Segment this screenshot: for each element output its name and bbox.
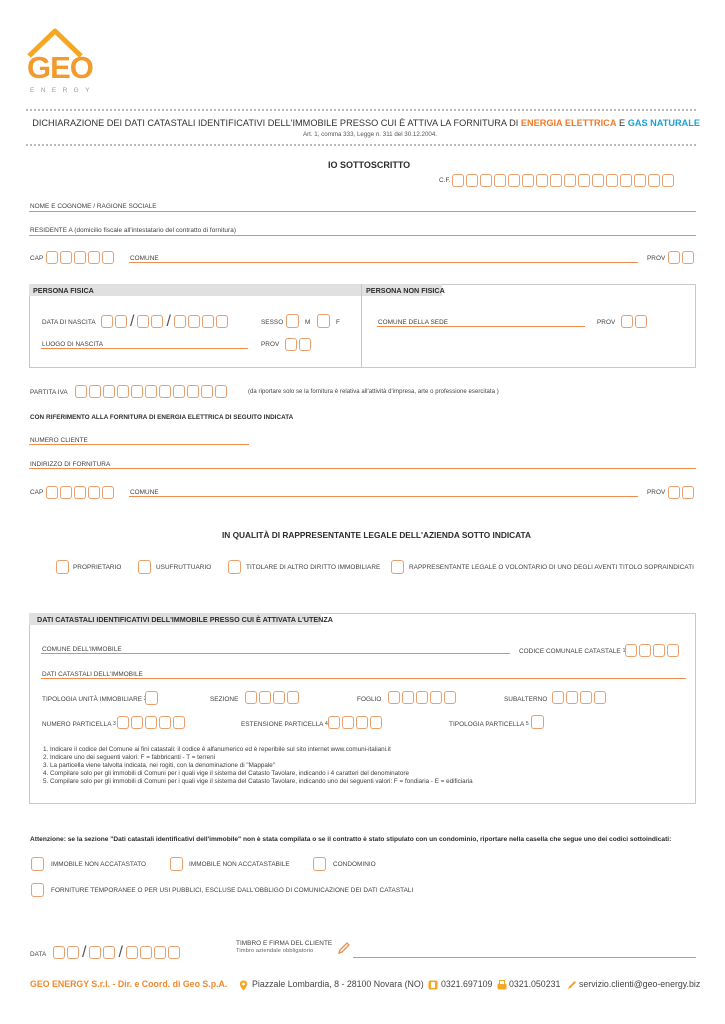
logo-subtext: ENERGY — [30, 87, 96, 94]
char-box[interactable] — [60, 486, 72, 499]
qualita-heading: IN QUALITÀ DI RAPPRESENTANTE LEGALE DELL'AZIENDA SOTTO INDICATA — [222, 530, 531, 540]
fornitura-prov-input[interactable] — [668, 485, 696, 500]
catastali-notes — [43, 746, 473, 786]
indirizzo-label: INDIRIZZO DI FORNITURA — [30, 461, 111, 468]
char-box[interactable] — [653, 644, 665, 657]
char-box[interactable] — [634, 174, 646, 187]
data-nascita-input[interactable] — [101, 314, 230, 329]
char-box[interactable] — [137, 315, 149, 328]
date-separator: / — [118, 943, 123, 961]
char-box[interactable] — [131, 716, 143, 729]
document-title: DICHIARAZIONE DEI DATI CATASTALI IDENTIFICATIVI DELL'IMMOBILE PRESSO CUI È ATTIVA LA FORNITURA DI ENERGIA ELETTRICA E GAS NATURALE — [32, 118, 700, 128]
divider-title — [26, 144, 696, 146]
persona-fisica-heading: PERSONA FISICA — [29, 284, 361, 296]
char-box[interactable] — [682, 251, 694, 264]
data-firma-label: DATA — [30, 951, 47, 958]
non-accatastabile-label: IMMOBILE NON ACCATASTABILE — [189, 861, 290, 868]
char-box[interactable] — [299, 338, 311, 351]
char-box[interactable] — [285, 338, 297, 351]
pnf-prov-input[interactable] — [621, 314, 649, 329]
sesso-m-label: M — [305, 319, 311, 326]
char-box[interactable] — [682, 486, 694, 499]
char-box[interactable] — [89, 946, 101, 959]
char-box[interactable] — [88, 251, 100, 264]
char-box[interactable] — [466, 174, 478, 187]
prov-input[interactable] — [668, 250, 696, 265]
foglio-label: FOGLIO — [357, 696, 382, 703]
footer-company: GEO ENERGY S.r.l. - Dir. e Coord. di Geo S.p.A. — [30, 979, 228, 989]
dati-catastali-label: DATI CATASTALI DELL'IMMOBILE — [42, 671, 143, 678]
char-box[interactable] — [356, 716, 368, 729]
comune-immobile-field[interactable] — [41, 653, 510, 654]
char-box[interactable] — [46, 251, 58, 264]
char-box[interactable] — [566, 691, 578, 704]
fornitura-comune-label: COMUNE — [130, 489, 159, 496]
char-box[interactable] — [187, 385, 199, 398]
forniture-temporanee-label: FORNITURE TEMPORANEE O PER USI PUBBLICI, ESCLUSE DALL'OBBLIGO DI COMUNICAZIONE DEI DATI CATASTALI — [51, 887, 414, 894]
luogo-nascita-field[interactable] — [41, 348, 248, 349]
char-box[interactable] — [508, 174, 520, 187]
char-box[interactable] — [159, 716, 171, 729]
proprietario-label: PROPRIETARIO — [73, 564, 122, 571]
char-box[interactable] — [216, 315, 228, 328]
char-box[interactable] — [639, 644, 651, 657]
char-box[interactable] — [668, 251, 680, 264]
comune-sede-field[interactable] — [377, 326, 585, 327]
firma-field[interactable] — [353, 957, 696, 958]
sesso-m-checkbox[interactable] — [286, 314, 299, 328]
rappresentante-label: RAPPRESENTANTE LEGALE O VOLONTARIO DI UNO DEGLI AVENTI TITOLO SOPRAINDICATI — [409, 564, 694, 571]
footer-email: servizio.clienti@geo-energy.biz — [579, 979, 701, 989]
pencil-icon — [337, 941, 351, 955]
comune-label: COMUNE — [130, 255, 159, 262]
note-5: 5. Compilare solo per gli immobili di Comuni per i quali vige il sistema del Catasto Tavolare, indicando uno dei seguenti valori: F = fondiaria - E = edificiaria — [43, 777, 473, 785]
char-box[interactable] — [168, 946, 180, 959]
char-box[interactable] — [494, 174, 506, 187]
indirizzo-field[interactable] — [29, 468, 696, 469]
persona-panel-divider — [361, 284, 362, 368]
numero-particella-input[interactable] — [117, 715, 187, 730]
char-box[interactable] — [140, 946, 152, 959]
char-box[interactable] — [102, 486, 114, 499]
char-box[interactable] — [74, 486, 86, 499]
date-separator: / — [130, 312, 135, 330]
sezione-input[interactable] — [245, 690, 301, 705]
usufruttuario-checkbox[interactable] — [138, 560, 151, 574]
logo-text: GEO — [27, 50, 93, 85]
non-accatastabile-checkbox[interactable] — [170, 857, 183, 871]
note-1: 1. Indicare il codice del Comune ai fini catastali: il codice è alfanumerico ed è reperibile sul sito internet www.comuni-italiani.it — [43, 746, 391, 753]
char-box[interactable] — [126, 946, 138, 959]
footer-fax: 0321.050231 — [509, 979, 561, 989]
sezione-label: SEZIONE — [210, 696, 239, 703]
cf-label: C.F. — [439, 177, 451, 184]
char-box[interactable] — [174, 315, 186, 328]
partita-iva-input[interactable] — [75, 384, 229, 399]
comune-field[interactable] — [129, 262, 638, 263]
char-box[interactable] — [103, 946, 115, 959]
forniture-temporanee-checkbox[interactable] — [31, 883, 44, 897]
attenzione-text: Attenzione: se la sezione "Dati catastali identificativi dell'immobile" non è stata compilata o se il contratto è stato stipulato con un condominio, riportare nella casella che segue uno dei codici sottoindicati: — [30, 836, 672, 843]
pf-prov-input[interactable] — [285, 337, 313, 352]
phone-icon — [428, 980, 438, 990]
tipologia-unita-input[interactable] — [145, 691, 158, 705]
char-box[interactable] — [60, 251, 72, 264]
pf-prov-label: PROV — [261, 341, 280, 348]
char-box[interactable] — [202, 315, 214, 328]
numero-particella-label: NUMERO PARTICELLA $^3$ — [42, 721, 116, 728]
estensione-particella-label: ESTENSIONE PARTICELLA $^4$ — [241, 721, 328, 728]
tipologia-particella-label: TIPOLOGIA PARTICELLA $^5$ — [449, 721, 529, 728]
sesso-f-checkbox[interactable] — [317, 314, 330, 328]
dati-catastali-field[interactable] — [41, 678, 686, 679]
timbro-label: TIMBRO E FIRMA DEL CLIENTE — [236, 940, 333, 947]
persona-non-fisica-heading: PERSONA NON FISICA — [362, 284, 442, 296]
char-box[interactable] — [328, 716, 340, 729]
residente-label: RESIDENTE A (domicilio fiscale all'intestatario del contratto di fornitura) — [30, 227, 237, 234]
usufruttuario-label: USUFRUTTUARIO — [156, 564, 212, 571]
char-box[interactable] — [621, 315, 633, 328]
fornitura-cap-label: CAP — [30, 489, 44, 496]
char-box[interactable] — [145, 716, 157, 729]
char-box[interactable] — [103, 385, 115, 398]
char-box[interactable] — [416, 691, 428, 704]
char-box[interactable] — [245, 691, 257, 704]
char-box[interactable] — [151, 315, 163, 328]
footer-address: Piazzale Lombardia, 8 - 28100 Novara (NO) — [252, 979, 424, 989]
titolare-checkbox[interactable] — [228, 560, 241, 574]
char-box[interactable] — [580, 691, 592, 704]
fornitura-comune-field[interactable] — [129, 496, 638, 497]
char-box[interactable] — [173, 385, 185, 398]
fornitura-prov-label: PROV — [647, 489, 666, 496]
char-box[interactable] — [74, 251, 86, 264]
proprietario-checkbox[interactable] — [56, 560, 69, 574]
condominio-checkbox[interactable] — [313, 857, 326, 871]
char-box[interactable] — [635, 315, 647, 328]
char-box[interactable] — [53, 946, 65, 959]
sottoscritto-heading: IO SOTTOSCRITTO — [328, 160, 411, 170]
prov-label: PROV — [647, 255, 666, 262]
char-box[interactable] — [145, 385, 157, 398]
foglio-input[interactable] — [388, 690, 458, 705]
char-box[interactable] — [201, 385, 213, 398]
non-accatastato-label: IMMOBILE NON ACCATASTATO — [51, 861, 147, 868]
char-box[interactable] — [606, 174, 618, 187]
char-box[interactable] — [550, 174, 562, 187]
char-box[interactable] — [101, 315, 113, 328]
titolare-label: TITOLARE DI ALTRO DIRITTO IMMOBILIARE — [246, 564, 381, 571]
cap-input[interactable] — [46, 250, 116, 265]
numero-cliente-label: NUMERO CLIENTE — [30, 437, 88, 444]
sesso-f-label: F — [336, 319, 340, 326]
cap-label: CAP — [30, 255, 44, 262]
nome-field[interactable] — [29, 211, 696, 212]
codice-comunale-input[interactable] — [625, 643, 681, 658]
char-box[interactable] — [259, 691, 271, 704]
note-2: 2. Indicare uno dei seguenti valori: F = fabbricanti - T = terreni — [43, 753, 215, 761]
char-box[interactable] — [67, 946, 79, 959]
codice-comunale-label: CODICE COMUNALE CATASTALE $^1$ — [519, 648, 626, 655]
char-box[interactable] — [625, 644, 637, 657]
footer-phone: 0321.697109 — [441, 979, 493, 989]
pnf-prov-label: PROV — [597, 319, 616, 326]
char-box[interactable] — [402, 691, 414, 704]
subalterno-input[interactable] — [552, 690, 608, 705]
fornitura-heading: CON RIFERIMENTO ALLA FORNITURA DI ENERGIA ELETTRICA DI SEGUITO INDICATA — [30, 414, 294, 421]
tipologia-particella-input[interactable] — [531, 715, 544, 729]
char-box[interactable] — [89, 385, 101, 398]
char-box[interactable] — [115, 315, 127, 328]
char-box[interactable] — [620, 174, 632, 187]
char-box[interactable] — [273, 691, 285, 704]
char-box[interactable] — [370, 716, 382, 729]
char-box[interactable] — [188, 315, 200, 328]
char-box[interactable] — [452, 174, 464, 187]
char-box[interactable] — [388, 691, 400, 704]
note-4: 4. Compilare solo per gli immobili di Comuni per i quali vige il sistema del Catasto Tavolare, indicando i 4 caratteri del denominatore — [43, 769, 409, 777]
title-gas: GAS NATURALE — [627, 118, 700, 128]
char-box[interactable] — [173, 716, 185, 729]
rappresentante-checkbox[interactable] — [391, 560, 404, 574]
char-box[interactable] — [648, 174, 660, 187]
char-box[interactable] — [662, 174, 674, 187]
note-3: 3. La particella viene talvolta indicata, nei rogiti, con la denominazione di "Mappale" — [43, 761, 275, 769]
document-subtitle: Art. 1, comma 333, Legge n. 311 del 30.12.2004. — [302, 131, 437, 138]
char-box[interactable] — [668, 486, 680, 499]
char-box[interactable] — [667, 644, 679, 657]
partita-iva-label: PARTITA IVA — [30, 389, 68, 396]
char-box[interactable] — [117, 716, 129, 729]
title-energia: ENERGIA ELETTRICA — [520, 118, 617, 128]
fax-icon — [497, 980, 507, 990]
data-nascita-label: DATA DI NASCITA — [42, 319, 96, 326]
divider-top — [26, 109, 696, 111]
char-box[interactable] — [430, 691, 442, 704]
char-box[interactable] — [131, 385, 143, 398]
partita-iva-note: (da riportare solo se la fornitura è relativa all'attività d'impresa, arte o professione esercitata ) — [248, 389, 499, 395]
char-box[interactable] — [46, 486, 58, 499]
location-pin-icon — [239, 980, 248, 991]
date-separator: / — [82, 943, 87, 961]
char-box[interactable] — [102, 251, 114, 264]
char-box[interactable] — [578, 174, 590, 187]
char-box[interactable] — [117, 385, 129, 398]
char-box[interactable] — [287, 691, 299, 704]
geo-energy-logo — [26, 26, 96, 102]
char-box[interactable] — [215, 385, 227, 398]
date-separator: / — [166, 312, 171, 330]
data-firma-input[interactable] — [53, 945, 182, 960]
nome-label: NOME E COGNOME / RAGIONE SOCIALE — [30, 203, 157, 210]
char-box[interactable] — [564, 174, 576, 187]
char-box[interactable] — [552, 691, 564, 704]
char-box[interactable] — [159, 385, 171, 398]
condominio-label: CONDOMINIO — [333, 861, 376, 868]
char-box[interactable] — [88, 486, 100, 499]
subalterno-label: SUBALTERNO — [504, 696, 548, 703]
char-box[interactable] — [342, 716, 354, 729]
char-box[interactable] — [75, 385, 87, 398]
char-box[interactable] — [536, 174, 548, 187]
non-accatastato-checkbox[interactable] — [31, 857, 44, 871]
residente-field[interactable] — [29, 235, 696, 236]
char-box[interactable] — [444, 691, 456, 704]
catastali-heading: DATI CATASTALI IDENTIFICATIVI DELL'IMMOBILE PRESSO CUI È ATTIVATA L'UTENZA — [29, 613, 321, 625]
comune-immobile-label: COMUNE DELL'IMMOBILE — [42, 646, 122, 653]
sesso-label: SESSO — [261, 319, 284, 326]
cf-input[interactable] — [452, 173, 676, 188]
email-pencil-icon — [567, 980, 577, 990]
fornitura-cap-input[interactable] — [46, 485, 116, 500]
tipologia-unita-label: TIPOLOGIA UNITÀ IMMOBILIARE — [42, 696, 143, 703]
luogo-nascita-label: LUOGO DI NASCITA — [42, 341, 104, 348]
numero-cliente-field[interactable] — [29, 444, 249, 445]
estensione-particella-input[interactable] — [328, 715, 384, 730]
timbro-sub-label: Timbro aziendale obbligatorio — [236, 948, 314, 954]
comune-sede-label: COMUNE DELLA SEDE — [378, 319, 449, 326]
char-box[interactable] — [594, 691, 606, 704]
char-box[interactable] — [154, 946, 166, 959]
char-box[interactable] — [522, 174, 534, 187]
char-box[interactable] — [592, 174, 604, 187]
char-box[interactable] — [480, 174, 492, 187]
